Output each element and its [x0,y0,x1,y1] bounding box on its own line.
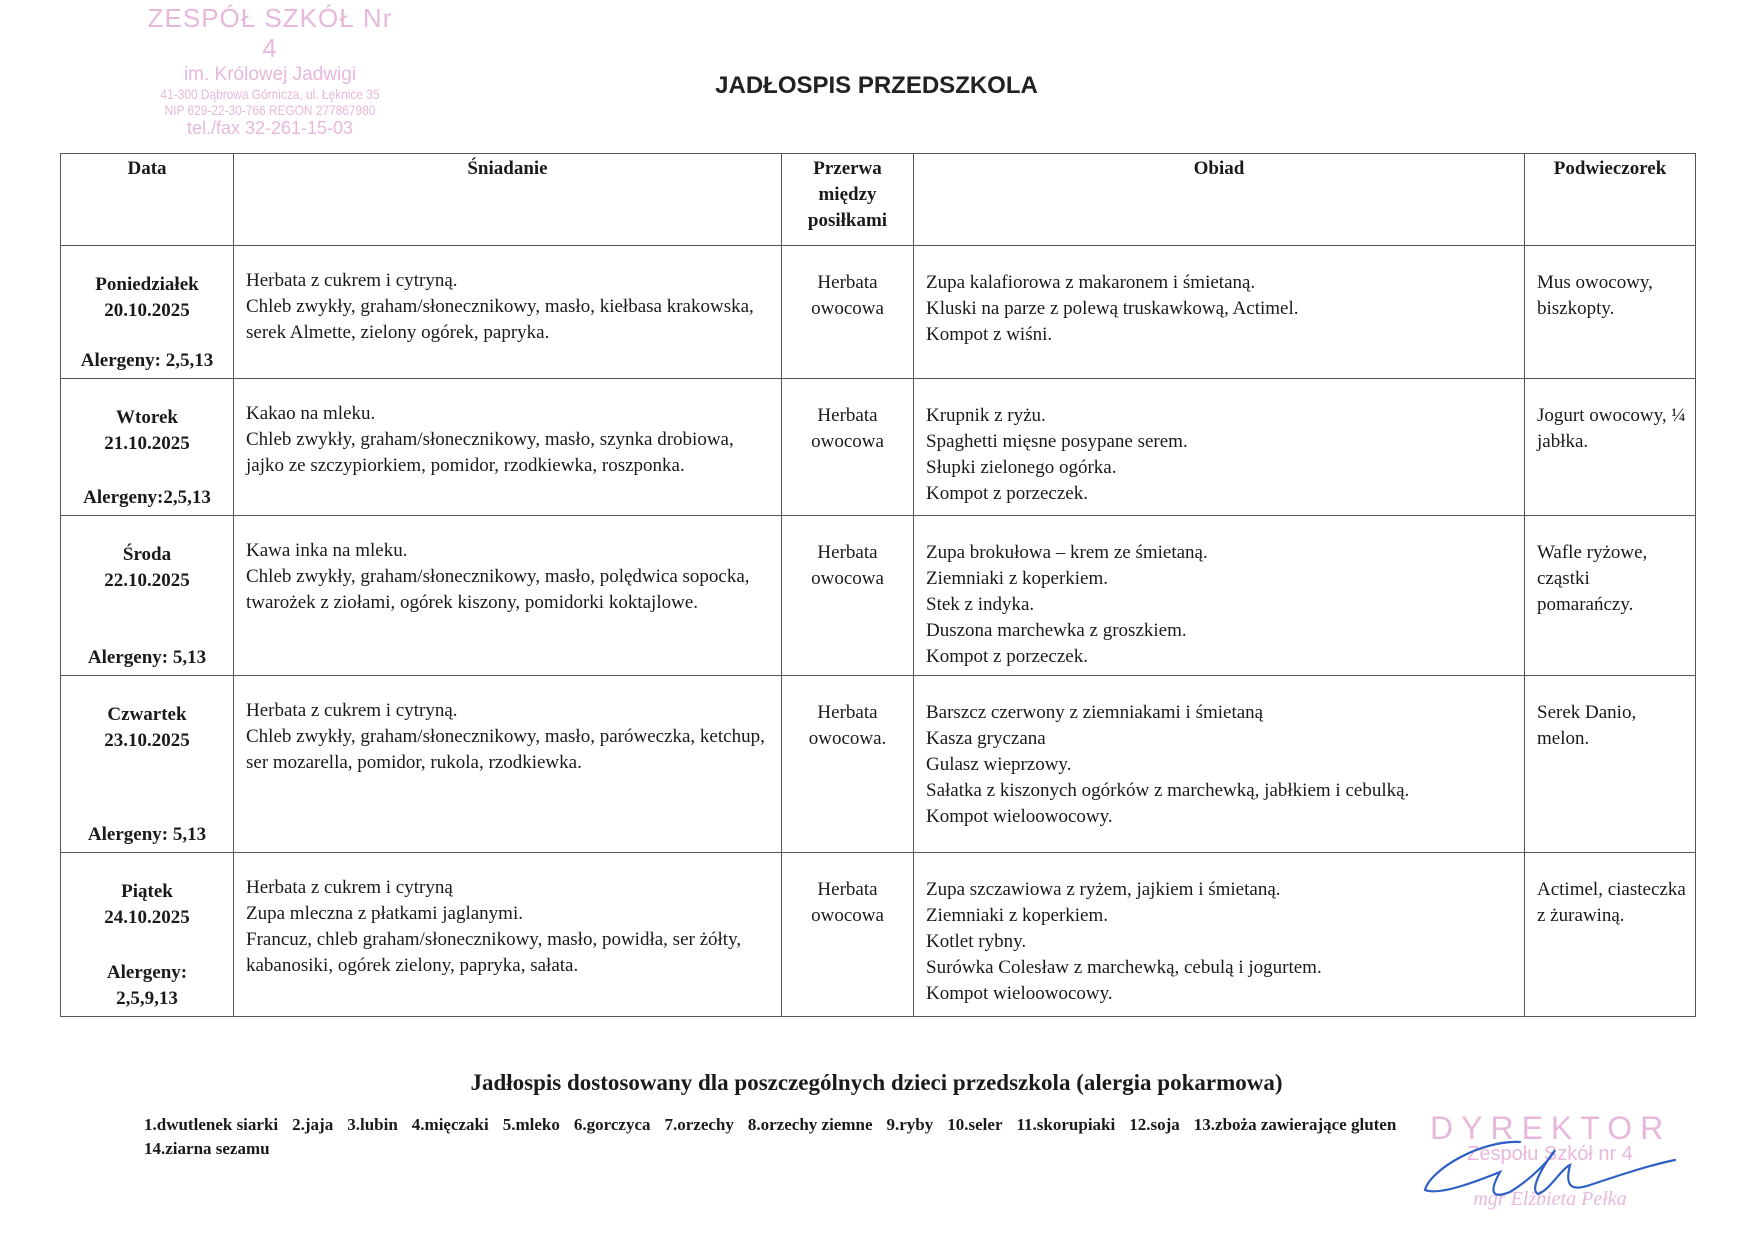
breakfast-cell: Kakao na mleku. Chleb zwykły, graham/słonecznikowy, masło, szynka drobiowa, jajko ze szczypiorkiem, pomidor, rzodkiewka, roszponka. [234,379,782,516]
lunch-cell [914,516,1525,676]
header-breakfast: Śniadanie [234,154,782,246]
allergen-item: 7.orzechy [664,1115,734,1134]
day-name: Środa [122,544,172,565]
lunch-item: Barszcz czerwony z ziemniakami i śmietaną [926,702,1264,723]
lunch-item: Ziemniaki z koperkiem. [926,568,1109,589]
allergy-section-title: Jadłospis dostosowany dla poszczególnych dzieci przedszkola (alergia pokarmowa) [470,1070,1283,1095]
director-stamp-subtitle: Zespołu Szkół nr 4 [1467,1143,1633,1165]
day-name: Piątek [121,881,173,902]
break-cell: Herbata owocowa [782,379,914,516]
lunch-cell [914,853,1525,1017]
allergen-legend [144,1113,1544,1161]
stamp-line: 41-300 Dąbrowa Górnicza, ul. Łęknice 35 [160,85,380,102]
lunch-cell [914,676,1525,853]
allergen-item: 4.mięczaki [411,1115,489,1134]
snack-cell: Jogurt owocowy, ¼ jabłka. [1525,379,1696,516]
stamp-line: ZESPÓŁ SZKÓŁ Nr 4 [147,3,393,63]
allergen-item: 5.mleko [502,1115,560,1134]
lunch-item: Kompot z wiśni. [926,324,1053,345]
breakfast-cell: Herbata z cukrem i cytryną Zupa mleczna z płatkami jaglanymi. Francuz, chleb graham/słonecznikowy, masło, powidła, ser żółty, kabanosiki, ogórek zielony, papryka, sałata. [234,853,782,1017]
lunch-item: Kompot wieloowocowy. [926,806,1113,827]
allergen-item: 9.ryby [886,1115,934,1134]
break-cell: Herbata owocowa [782,516,914,676]
page-title: JADŁOSPIS PRZEDSZKOLA [715,72,1038,99]
header-lunch: Obiad [914,154,1525,246]
allergen-item: 11.skorupiaki [1016,1115,1116,1134]
day-name: Czwartek [107,704,187,725]
snack-cell: Wafle ryżowe, cząstki pomarańczy. [1525,516,1696,676]
allergens-label: Alergeny: 5,13 [87,647,207,668]
table-row [61,246,1696,379]
date-value: 23.10.2025 [104,730,190,751]
lunch-item: Kasza gryczana [926,728,1046,749]
table-row [61,516,1696,676]
allergen-item: 3.lubin [347,1115,398,1134]
allergen-item: 1.dwutlenek siarki [144,1115,279,1134]
break-cell: Herbata owocowa [782,246,914,379]
allergen-item: 10.seler [947,1115,1003,1134]
snack-cell: Mus owocowy, biszkopty. [1525,246,1696,379]
lunch-item: Kompot z porzeczek. [926,646,1088,667]
lunch-item: Słupki zielonego ogórka. [926,457,1117,478]
lunch-item: Ziemniaki z koperkiem. [926,905,1109,926]
lunch-cell [914,379,1525,516]
date-value: 20.10.2025 [104,300,190,321]
table-row [61,676,1696,853]
header-break: Przerwa między posiłkami [782,154,914,246]
allergen-item: 6.gorczyca [573,1115,651,1134]
snack-cell: Actimel, ciasteczka z żurawiną. [1525,853,1696,1017]
lunch-item: Gulasz wieprzowy. [926,754,1072,775]
lunch-item: Zupa kalafiorowa z makaronem i śmietaną. [926,272,1256,293]
lunch-item: Spaghetti mięsne posypane serem. [926,431,1188,452]
lunch-item: Kluski na parze z polewą truskawkową, Actimel. [926,298,1299,319]
lunch-item: Surówka Colesław z marchewką, cebulą i jogurtem. [926,957,1322,978]
lunch-item: Kompot wieloowocowy. [926,983,1113,1004]
lunch-item: Sałatka z kiszonych ogórków z marchewką, jabłkiem i cebulką. [926,780,1410,801]
header-date: Data [61,154,234,246]
breakfast-cell: Herbata z cukrem i cytryną. Chleb zwykły, graham/słonecznikowy, masło, kiełbasa krakowska, serek Almette, zielony ogórek, papryka. [234,246,782,379]
lunch-item: Zupa szczawiowa z ryżem, jajkiem i śmietaną. [926,879,1281,900]
lunch-item: Kotlet rybny. [926,931,1027,952]
allergens-label: Alergeny:2,5,13 [83,487,211,508]
allergens-label: Alergeny: 5,13 [87,824,207,845]
allergen-item: 2.jaja [292,1115,334,1134]
lunch-cell [914,246,1525,379]
header-snack: Podwieczorek [1525,154,1696,246]
date-cell [61,853,234,1017]
date-cell [61,676,234,853]
lunch-item: Kompot z porzeczek. [926,483,1088,504]
snack-cell: Serek Danio, melon. [1525,676,1696,853]
allergen-item: 12.soja [1129,1115,1180,1134]
date-cell [61,516,234,676]
date-value: 24.10.2025 [104,907,190,928]
breakfast-cell: Kawa inka na mleku. Chleb zwykły, graham/słonecznikowy, masło, polędwica sopocka, twarożek z ziołami, ogórek kiszony, pomidorki koktajlowe. [234,516,782,676]
allergen-item: 13.zboża zawierające gluten [1193,1115,1397,1134]
lunch-item: Zupa brokułowa – krem ze śmietaną. [926,542,1208,563]
date-value: 21.10.2025 [104,433,190,454]
stamp-line: tel./fax 32-261-15-03 [186,117,354,138]
handwritten-signature [1420,1130,1680,1220]
menu-table [60,153,1696,1017]
lunch-item: Stek z indyka. [926,594,1035,615]
day-name: Wtorek [116,407,178,428]
allergen-item: 8.orzechy ziemne [747,1115,873,1134]
allergens-label: Alergeny: 2,5,13 [80,350,214,371]
table-row [61,853,1696,1017]
date-cell [61,246,234,379]
breakfast-cell: Herbata z cukrem i cytryną. Chleb zwykły, graham/słonecznikowy, masło, paróweczka, ketchup, ser mozarella, pomidor, rukola, rzodkiewka. [234,676,782,853]
day-name: Poniedziałek [95,274,199,295]
stamp-line: im. Królowej Jadwigi [183,63,357,85]
break-cell: Herbata owocowa. [782,676,914,853]
date-cell [61,379,234,516]
table-header-row [61,154,1696,246]
table-row [61,379,1696,516]
stamp-line: NIP 629-22-30-766 REGON 277867980 [164,101,376,118]
date-value: 22.10.2025 [104,570,190,591]
allergen-item: 14.ziarna sezamu [144,1139,270,1158]
lunch-item: Krupnik z ryżu. [926,405,1046,426]
director-stamp-name: mgr Elżbieta Pełka [1473,1188,1627,1210]
director-stamp-title: DYREKTOR [1430,1110,1672,1146]
allergens-label: Alergeny: 2,5,9,13 [106,962,188,1009]
break-cell: Herbata owocowa [782,853,914,1017]
lunch-item: Duszona marchewka z groszkiem. [926,620,1187,641]
